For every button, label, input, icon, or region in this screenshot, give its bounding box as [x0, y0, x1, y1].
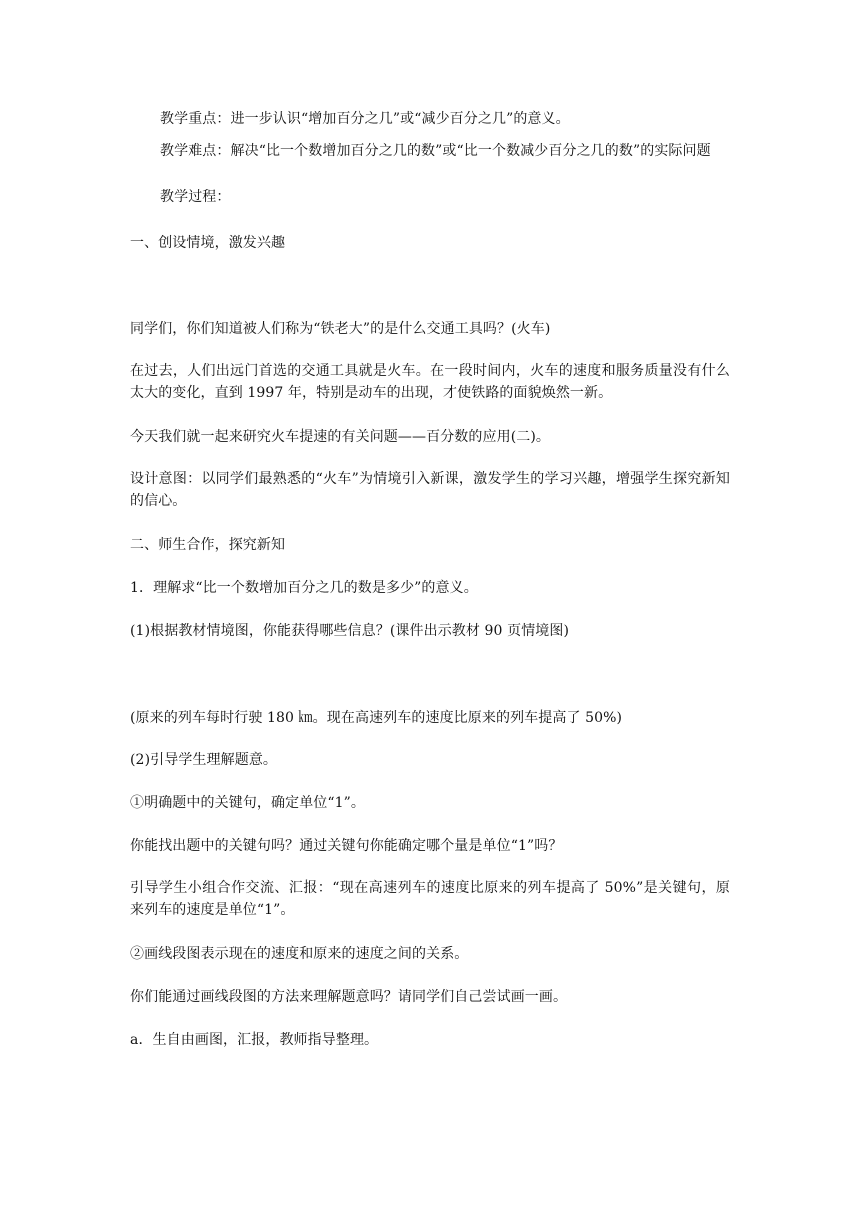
paragraph: a．生自由画图，汇报，教师指导整理。	[130, 1032, 379, 1048]
paragraph: 今天我们就一起来研究火车提速的有关问题——百分数的应用(二)。	[130, 429, 551, 445]
paragraph-teaching-focus: 教学重点：进一步认识“增加百分之几”或“减少百分之几”的意义。	[160, 111, 570, 127]
paragraph: ①明确题中的关键句，确定单位“1”。	[130, 795, 366, 811]
section-heading-2: 二、师生合作，探究新知	[130, 537, 286, 553]
paragraph: (1)根据教材情境图，你能获得哪些信息？(课件出示教材 90 页情境图)	[130, 623, 570, 639]
paragraph: 在过去，人们出远门首选的交通工具就是火车。在一段时间内，火车的速度和服务质量没有什么太大的变化，直到 1997 年，特别是动车的出现，才使铁路的面貌焕然一新。	[130, 363, 730, 401]
paragraph: (原来的列车每时行驶 180 ㎞。现在高速列车的速度比原来的列车提高了 50%)	[130, 710, 623, 726]
paragraph-design-intent: 设计意图：以同学们最熟悉的“火车”为情境引入新课，激发学生的学习兴趣，增强学生探究新知的信心。	[130, 471, 730, 509]
paragraph-teaching-process: 教学过程：	[160, 189, 231, 205]
paragraph: 同学们，你们知道被人们称为“铁老大”的是什么交通工具吗？(火车)	[130, 321, 551, 337]
paragraph: (2)引导学生理解题意。	[130, 752, 278, 768]
paragraph: 你能找出题中的关键句吗？通过关键句你能确定哪个量是单位“1”吗？	[130, 838, 563, 854]
paragraph: ②画线段图表示现在的速度和原来的速度之间的关系。	[130, 946, 469, 962]
section-heading-1: 一、创设情境，激发兴趣	[130, 235, 286, 251]
paragraph: 1．理解求“比一个数增加百分之几的数是多少”的意义。	[130, 580, 478, 596]
paragraph: 引导学生小组合作交流、汇报：“现在高速列车的速度比原来的列车提高了 50%”是关键句，原来列车的速度是单位“1”。	[130, 880, 730, 918]
paragraph: 你们能通过画线段图的方法来理解题意吗？请同学们自己尝试画一画。	[130, 989, 568, 1005]
paragraph-teaching-difficulty: 教学难点：解决“比一个数增加百分之几的数”或“比一个数减少百分之几的数”的实际问题	[160, 143, 711, 159]
